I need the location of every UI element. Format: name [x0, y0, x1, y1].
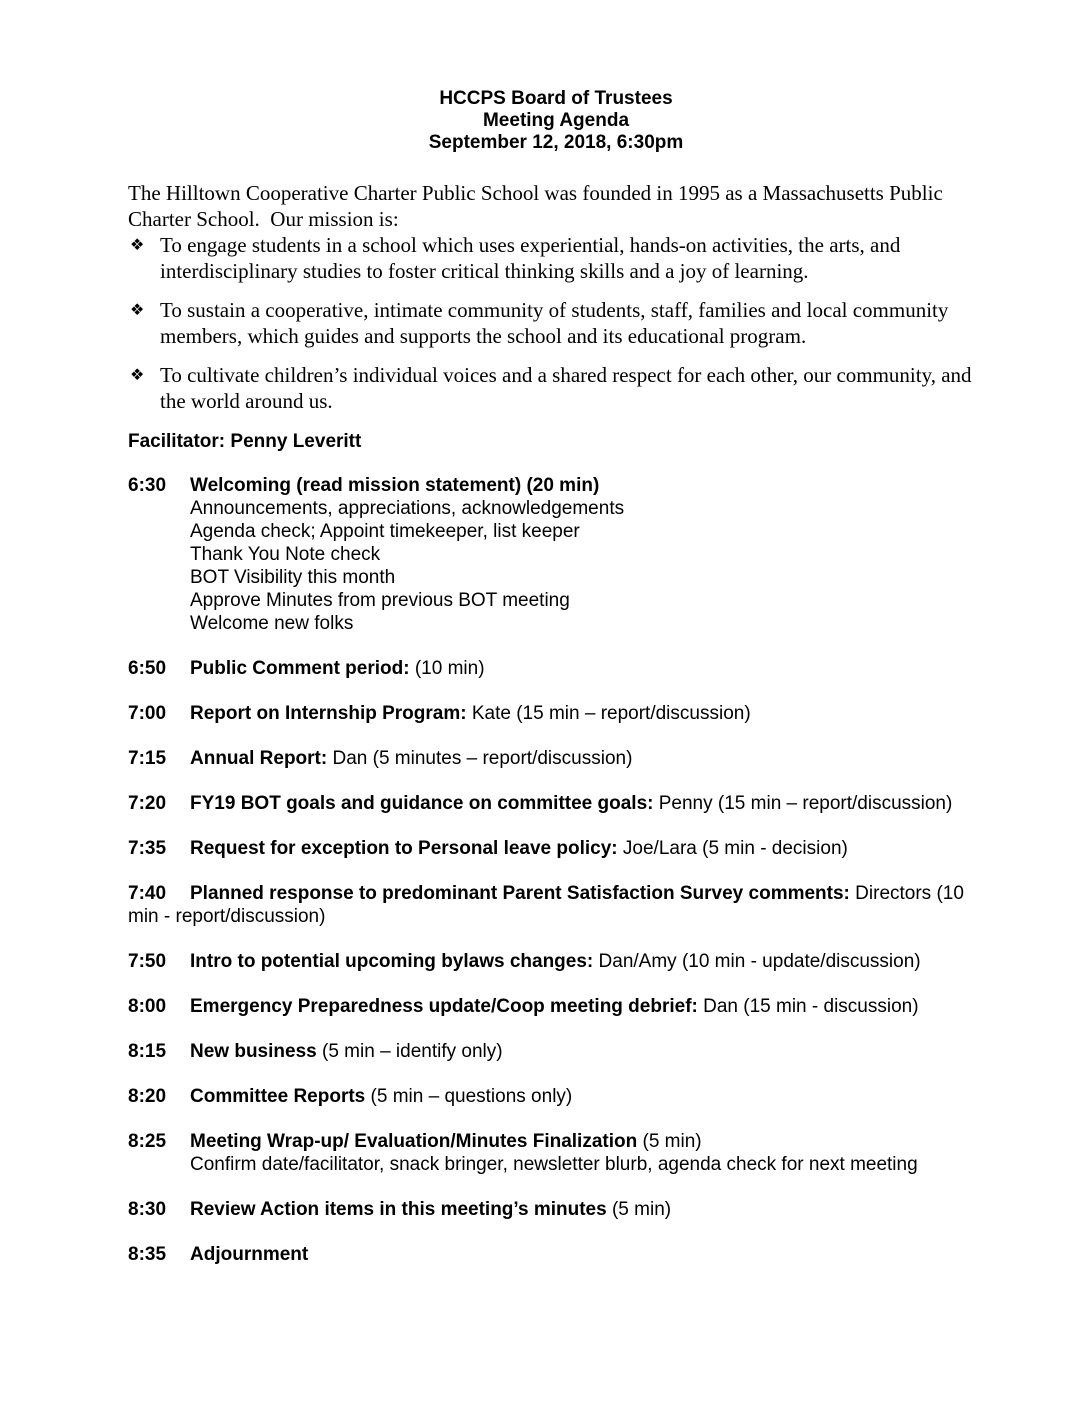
diamond-bullet-icon: ❖ [130, 235, 145, 254]
agenda-detail: Dan (15 min - discussion) [697, 996, 919, 1017]
doc-title: HCCPS Board of Trustees [439, 88, 673, 109]
agenda-label: Meeting Wrap-up/ Evaluation/Minutes Finalization [190, 1131, 638, 1152]
agenda-label: FY19 BOT goals and guidance on committee goals: [190, 793, 654, 814]
agenda-detail: (5 min – questions only) [365, 1086, 573, 1107]
agenda-item [128, 995, 984, 1018]
agenda-detail: Penny (15 min – report/discussion) [653, 793, 953, 814]
agenda-list [128, 474, 984, 1266]
agenda-label: Emergency Preparedness update/Coop meeting debrief: [190, 996, 698, 1017]
agenda-time: 6:30 [128, 475, 167, 496]
agenda-label: Request for exception to Personal leave policy: [190, 838, 618, 859]
agenda-time: 8:35 [128, 1244, 167, 1265]
agenda-label: Committee Reports [190, 1086, 366, 1107]
agenda-detail: Joe/Lara (5 min - decision) [617, 838, 848, 859]
agenda-time: 7:15 [128, 748, 167, 769]
agenda-detail: Kate (15 min – report/discussion) [466, 703, 751, 724]
agenda-detail: (5 min – identify only) [316, 1041, 503, 1062]
agenda-subline: Approve Minutes from previous BOT meeting [190, 590, 570, 611]
agenda-item [128, 882, 984, 928]
agenda-item [128, 1130, 984, 1176]
mission-item [128, 297, 984, 349]
agenda-label: New business [190, 1041, 317, 1062]
document-header [128, 88, 984, 154]
agenda-item [128, 657, 984, 680]
facilitator-line: Facilitator: Penny Leveritt [128, 431, 362, 452]
mission-list [128, 232, 984, 414]
doc-date: September 12, 2018, 6:30pm [428, 132, 684, 153]
agenda-item [128, 474, 984, 635]
agenda-time: 7:20 [128, 793, 167, 814]
agenda-item [128, 747, 984, 770]
doc-subtitle: Meeting Agenda [482, 110, 630, 131]
diamond-bullet-icon: ❖ [130, 300, 145, 319]
agenda-time: 8:30 [128, 1199, 167, 1220]
agenda-detail: Dan (5 minutes – report/discussion) [327, 748, 633, 769]
agenda-subline: Welcome new folks [190, 613, 354, 634]
agenda-subline: Confirm date/facilitator, snack bringer, newsletter blurb, agenda check for next meeting [190, 1154, 918, 1175]
agenda-detail: Dan/Amy (10 min - update/discussion) [593, 951, 921, 972]
mission-text: To cultivate children’s individual voices and a shared respect for each other, our community, and the world around us. [160, 363, 972, 413]
agenda-subline: Thank You Note check [190, 544, 381, 565]
agenda-item [128, 1085, 984, 1108]
mission-item [128, 232, 984, 284]
agenda-item [128, 837, 984, 860]
agenda-time: 7:50 [128, 951, 167, 972]
agenda-item [128, 1198, 984, 1221]
diamond-bullet-icon: ❖ [130, 365, 145, 384]
mission-text: To sustain a cooperative, intimate community of students, staff, families and local community members, which guides and supports the school and its educational program. [160, 298, 949, 348]
agenda-time: 7:00 [128, 703, 167, 724]
agenda-item [128, 950, 984, 973]
agenda-label: Annual Report: [190, 748, 328, 769]
agenda-time: 7:35 [128, 838, 167, 859]
intro-paragraph: The Hilltown Cooperative Charter Public School was founded in 1995 as a Massachusetts Public Charter School. Our mission is: [128, 181, 949, 231]
agenda-time: 8:00 [128, 996, 167, 1017]
agenda-item [128, 1040, 984, 1063]
agenda-detail: Directors (10 min - report/discussion) [128, 883, 964, 927]
agenda-time: 6:50 [128, 658, 167, 679]
agenda-subline: Agenda check; Appoint timekeeper, list keeper [190, 521, 580, 542]
agenda-subline: Announcements, appreciations, acknowledgements [190, 498, 625, 519]
agenda-item [128, 702, 984, 725]
agenda-label: Review Action items in this meeting’s minutes [190, 1199, 607, 1220]
mission-item [128, 362, 984, 414]
agenda-label: Planned response to predominant Parent Satisfaction Survey comments: [190, 883, 850, 904]
agenda-label: Welcoming (read mission statement) (20 min) [190, 475, 600, 496]
agenda-detail: (5 min) [606, 1199, 672, 1220]
agenda-label: Report on Internship Program: [190, 703, 467, 724]
agenda-label: Intro to potential upcoming bylaws changes: [190, 951, 594, 972]
mission-text: To engage students in a school which uses experiential, hands-on activities, the arts, and interdisciplinary studies to foster critical thinking skills and a joy of learning. [160, 233, 901, 283]
agenda-item [128, 1243, 984, 1266]
agenda-label: Public Comment period: [190, 658, 410, 679]
agenda-time: 8:20 [128, 1086, 167, 1107]
agenda-time: 8:25 [128, 1131, 167, 1152]
agenda-detail: (5 min) [637, 1131, 702, 1152]
agenda-time: 7:40 [128, 883, 167, 904]
agenda-label: Adjournment [190, 1244, 309, 1265]
agenda-item [128, 792, 984, 815]
agenda-detail: (10 min) [409, 658, 485, 679]
agenda-time: 8:15 [128, 1041, 167, 1062]
agenda-subline: BOT Visibility this month [190, 567, 396, 588]
